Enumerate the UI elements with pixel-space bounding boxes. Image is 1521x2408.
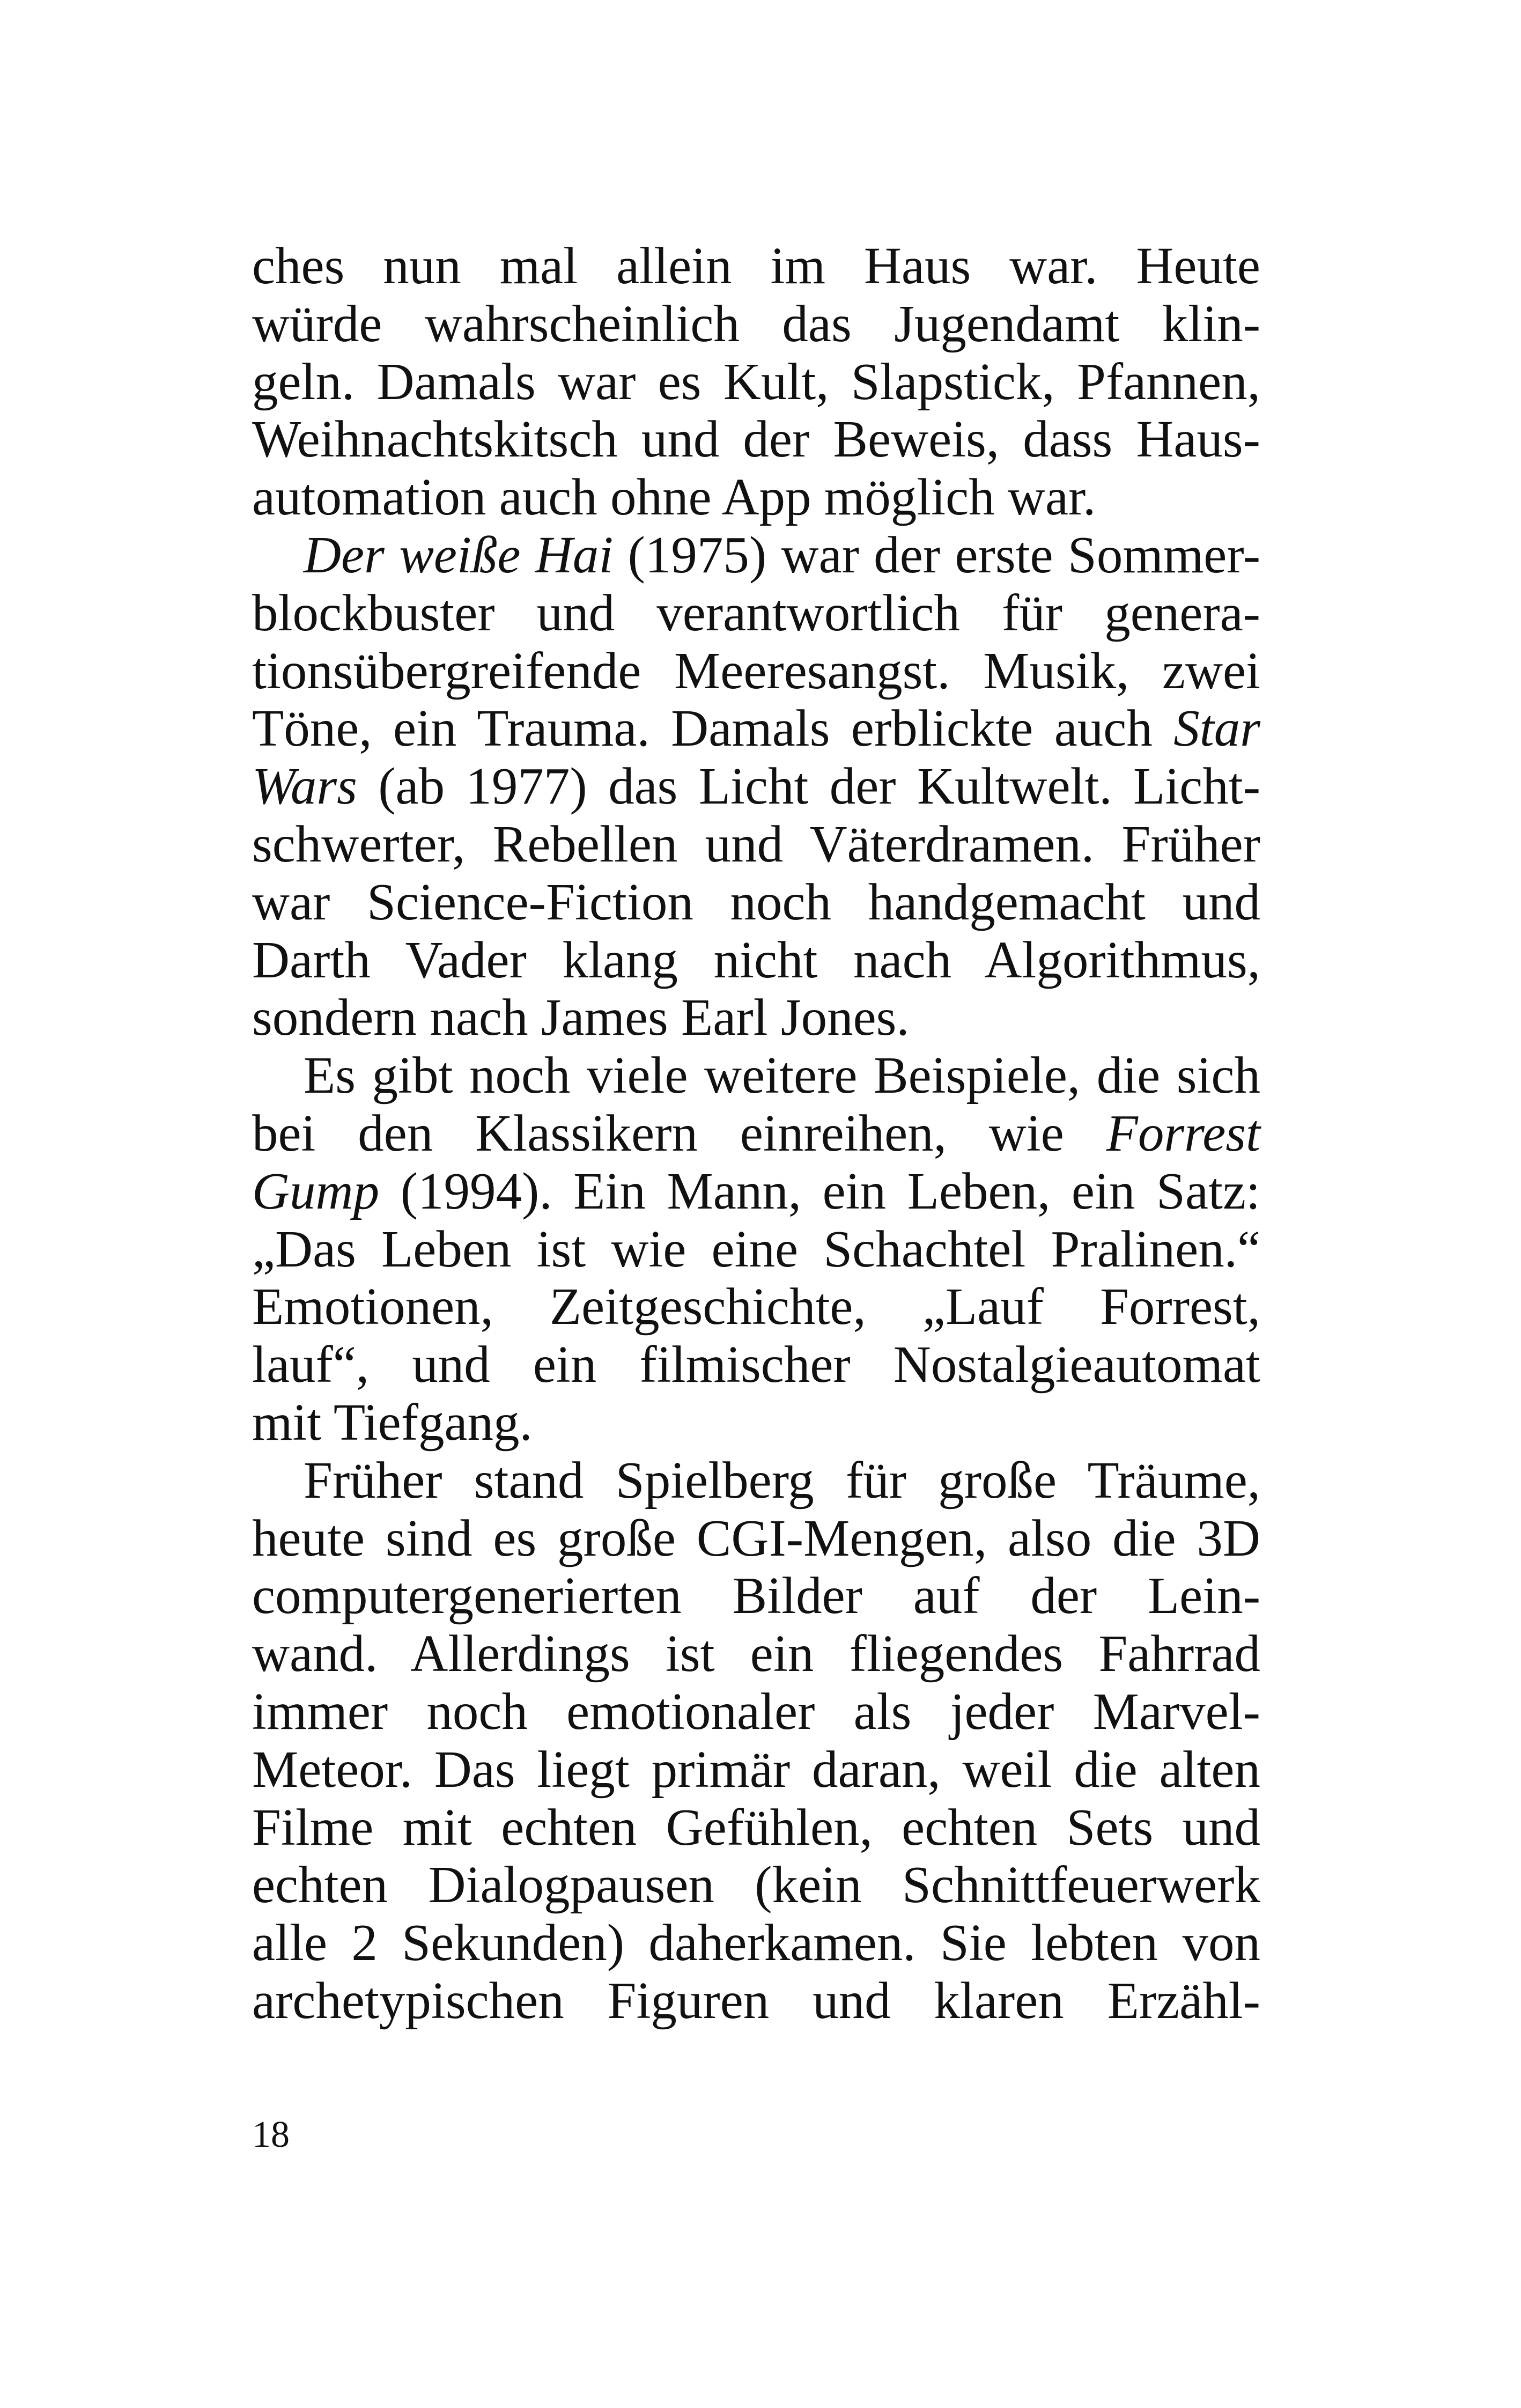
- text-line: Früher stand Spielberg für große Träume,: [304, 1451, 1260, 1509]
- text-line: Es gibt noch viele weitere Beispiele, die sich: [304, 1047, 1260, 1104]
- text-line: alle 2 Sekunden) daherkamen. Sie lebten von: [252, 1914, 1260, 1972]
- film-title: Forrest: [1106, 1104, 1260, 1162]
- text-line: Gump (1994). Ein Mann, ein Leben, ein Satz:: [252, 1162, 1260, 1220]
- text-line: computergenerierten Bilder auf der Lein-: [252, 1567, 1260, 1625]
- film-title: Wars: [252, 757, 357, 815]
- text-line: archetypischen Figuren und klaren Erzähl-: [252, 1971, 1260, 2029]
- text-line: ches nun mal allein im Haus war. Heute: [252, 237, 1260, 294]
- text-line: Meteor. Das liegt primär daran, weil die alten: [252, 1740, 1260, 1798]
- body-text: [252, 237, 1260, 2030]
- text-line: blockbuster und verantwortlich für genera-: [252, 584, 1260, 642]
- text-line: tionsübergreifende Meeresangst. Musik, zwei: [252, 642, 1260, 699]
- film-title: Der weiße Hai: [304, 526, 614, 584]
- text-line: sondern nach James Earl Jones.: [252, 989, 910, 1047]
- text-line: mit Tiefgang.: [252, 1393, 533, 1451]
- text-line: lauf“, und ein filmischer Nostalgieautomat: [252, 1336, 1260, 1394]
- text-line: „Das Leben ist wie eine Schachtel Pralinen.“: [252, 1220, 1260, 1278]
- text-line: war Science-Fiction noch handgemacht und: [252, 873, 1260, 931]
- text-line: würde wahrscheinlich das Jugendamt klin-: [252, 294, 1260, 352]
- text-line: immer noch emotionaler als jeder Marvel-: [252, 1682, 1260, 1740]
- text-line: automation auch ohne App möglich war.: [252, 468, 1096, 526]
- text-line: Der weiße Hai (1975) war der erste Sommer-: [304, 526, 1260, 584]
- text-line: Darth Vader klang nicht nach Algorithmus,: [252, 931, 1260, 989]
- text-line: Wars (ab 1977) das Licht der Kultwelt. Licht-: [252, 757, 1260, 815]
- film-title: Gump: [252, 1162, 380, 1220]
- text-line: Töne, ein Trauma. Damals erblickte auch Star: [252, 699, 1260, 757]
- text-line: echten Dialogpausen (kein Schnittfeuerwerk: [252, 1856, 1260, 1914]
- text-line: geln. Damals war es Kult, Slapstick, Pfannen,: [252, 352, 1260, 410]
- text-line: Emotionen, Zeitgeschichte, „Lauf Forrest,: [252, 1278, 1260, 1336]
- text-line: wand. Allerdings ist ein fliegendes Fahrrad: [252, 1625, 1260, 1683]
- text-line: schwerter, Rebellen und Väterdramen. Früher: [252, 815, 1260, 873]
- text-line: Filme mit echten Gefühlen, echten Sets und: [252, 1798, 1260, 1856]
- text-line: Weihnachtskitsch und der Beweis, dass Haus-: [252, 410, 1260, 468]
- text-line: heute sind es große CGI-Mengen, also die 3D: [252, 1509, 1260, 1567]
- text-line: bei den Klassikern einreihen, wie Forrest: [252, 1104, 1260, 1162]
- page-number: 18: [252, 2114, 290, 2155]
- film-title: Star: [1173, 699, 1260, 757]
